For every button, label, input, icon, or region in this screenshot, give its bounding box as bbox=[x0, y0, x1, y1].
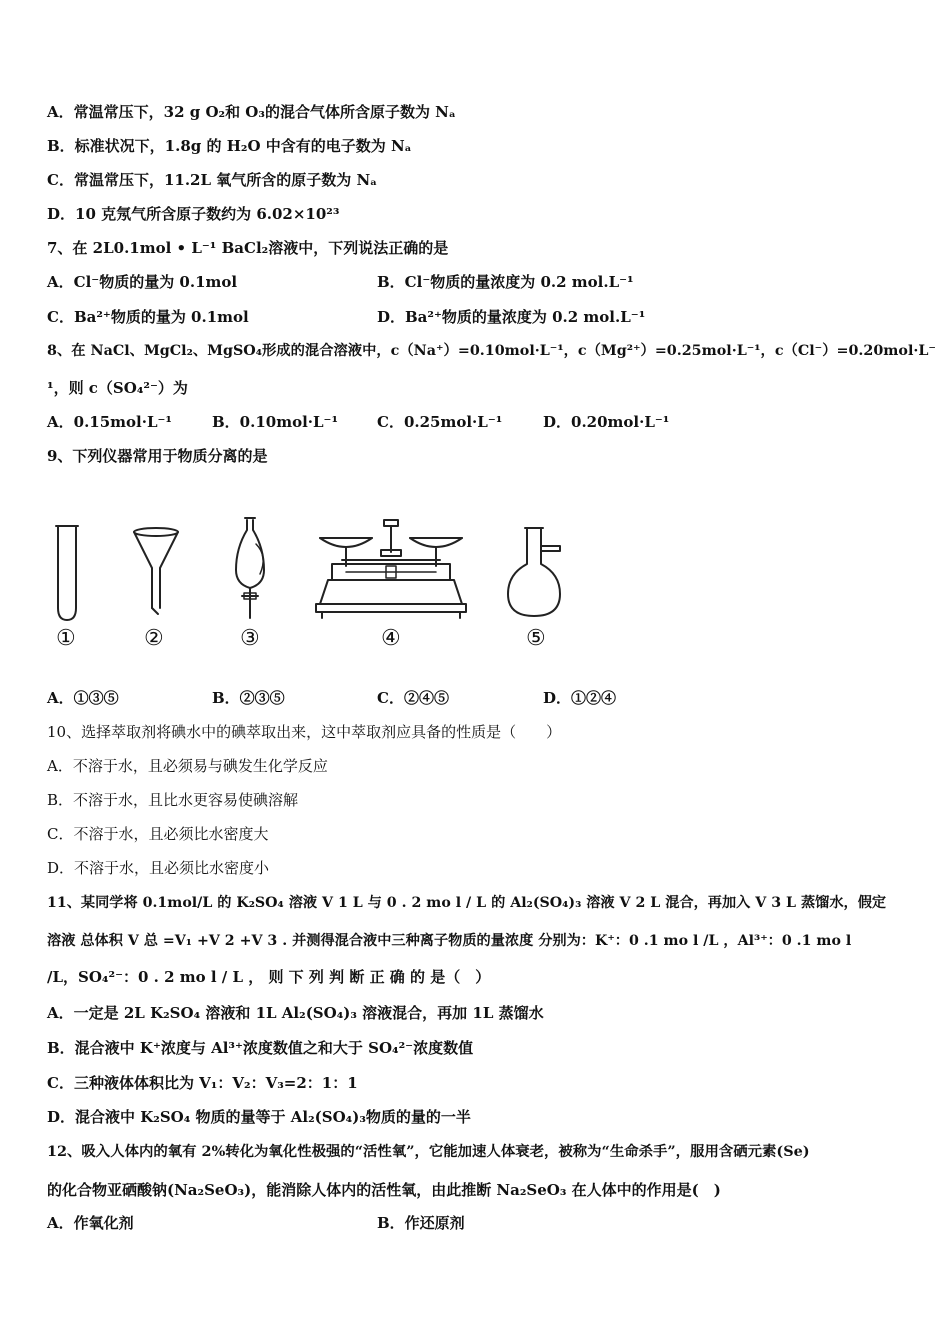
q9-option-c: C．②④⑤ bbox=[377, 689, 449, 707]
balance-scale-icon bbox=[316, 520, 466, 618]
q8-option-c: C．0.25mol·L⁻¹ bbox=[377, 413, 503, 431]
q10-stem: 10、选择萃取剂将碘水中的碘萃取出来，这中萃取剂应具备的性质是（ ） bbox=[47, 723, 562, 741]
q12-stem-line2: 的化合物亚硒酸钠(Na₂SeO₃)，能消除人体内的活性氧，由此推断 Na₂SeO₃ 在人体中的作用是( ) bbox=[47, 1181, 721, 1199]
q6-option-a: A．常温常压下，32 g O₂和 O₃的混合气体所含原子数为 Nₐ bbox=[47, 103, 456, 121]
q6-option-c: C．常温常压下，11.2L 氧气所含的原子数为 Nₐ bbox=[47, 171, 378, 189]
q10-option-d: D．不溶于水，且必须比水密度小 bbox=[47, 859, 270, 877]
q11-stem-line1: 11、某同学将 0.1mol/L 的 K₂SO₄ 溶液 V 1 L 与 0 . 2 mo l / L 的 Al₂(SO₄)₃ 溶液 V 2 L 混合，再加入 V 3 L 蒸馏水，假定 bbox=[47, 895, 887, 911]
q8-option-a: A．0.15mol·L⁻¹ bbox=[47, 413, 173, 431]
q6-option-b: B．标准状况下，1.8g 的 H₂O 中含有的电子数为 Nₐ bbox=[47, 137, 412, 155]
lab-apparatus-figure bbox=[46, 508, 574, 666]
q11-option-c: C．三种液体体积比为 V₁：V₂：V₃=2：1：1 bbox=[47, 1074, 358, 1092]
distillation-flask-icon bbox=[508, 528, 560, 616]
q12-stem-line1: 12、吸入人体内的氧有 2%转化为氧化性极强的“活性氧”，它能加速人体衰老，被称为“生命杀手”，服用含硒元素(Se) bbox=[47, 1143, 810, 1160]
q10-option-c: C．不溶于水，且必须比水密度大 bbox=[47, 825, 269, 843]
q12-option-b: B．作还原剂 bbox=[377, 1214, 465, 1232]
q8-stem-line1: 8、在 NaCl、MgCl₂、MgSO₄形成的混合溶液中，c（Na⁺）=0.10mol·L⁻¹，c（Mg²⁺）=0.25mol·L⁻¹，c（Cl⁻）=0.20mol·L⁻ bbox=[47, 343, 936, 359]
q9-option-d: D．①②④ bbox=[543, 689, 617, 707]
q11-option-d: D．混合液中 K₂SO₄ 物质的量等于 Al₂(SO₄)₃物质的量的一半 bbox=[47, 1108, 471, 1126]
apparatus-label-3: ③ bbox=[240, 626, 260, 651]
q6-option-d: D．10 克氖气所含原子数约为 6.02×10²³ bbox=[47, 205, 340, 223]
q7-option-c: C．Ba²⁺物质的量为 0.1mol bbox=[47, 308, 249, 326]
q9-stem: 9、下列仪器常用于物质分离的是 bbox=[47, 447, 268, 465]
q12-option-a: A．作氧化剂 bbox=[47, 1214, 134, 1232]
q11-option-b: B．混合液中 K⁺浓度与 Al³⁺浓度数值之和大于 SO₄²⁻浓度数值 bbox=[47, 1039, 474, 1057]
apparatus-label-1: ① bbox=[56, 626, 76, 651]
q10-option-b: B．不溶于水，且比水更容易使碘溶解 bbox=[47, 791, 299, 809]
q10-option-a: A．不溶于水，且必须易与碘发生化学反应 bbox=[47, 757, 328, 775]
q7-stem: 7、在 2L0.1mol • L⁻¹ BaCl₂溶液中，下列说法正确的是 bbox=[47, 239, 449, 257]
q9-option-a: A．①③⑤ bbox=[47, 689, 119, 707]
separatory-funnel-icon bbox=[236, 518, 264, 618]
q8-stem-line2: ¹，则 c（SO₄²⁻）为 bbox=[47, 379, 188, 397]
funnel-icon bbox=[134, 528, 178, 614]
q8-option-d: D．0.20mol·L⁻¹ bbox=[543, 413, 670, 431]
q7-option-b: B．Cl⁻物质的量浓度为 0.2 mol.L⁻¹ bbox=[377, 273, 634, 291]
q11-stem-line3: /L，SO₄²⁻：0 . 2 mo l / L ， 则 下 列 判 断 正 确 的 是（ ） bbox=[47, 968, 491, 986]
apparatus-label-2: ② bbox=[144, 626, 164, 651]
q7-option-d: D．Ba²⁺物质的量浓度为 0.2 mol.L⁻¹ bbox=[377, 308, 646, 326]
q9-option-b: B．②③⑤ bbox=[212, 689, 285, 707]
test-tube-icon bbox=[56, 526, 78, 620]
q7-option-a: A．Cl⁻物质的量为 0.1mol bbox=[47, 273, 238, 291]
apparatus-label-5: ⑤ bbox=[526, 626, 546, 651]
apparatus-label-4: ④ bbox=[381, 626, 401, 651]
q11-stem-line2: 溶液 总体积 V 总 =V₁ +V 2 +V 3 . 并测得混合液中三种离子物质的量浓度 分别为：K⁺：0 .1 mo l /L ，Al³⁺：0 .1 mo l bbox=[47, 933, 852, 949]
q8-option-b: B．0.10mol·L⁻¹ bbox=[212, 413, 339, 431]
q11-option-a: A．一定是 2L K₂SO₄ 溶液和 1L Al₂(SO₄)₃ 溶液混合，再加 1L 蒸馏水 bbox=[47, 1004, 544, 1022]
